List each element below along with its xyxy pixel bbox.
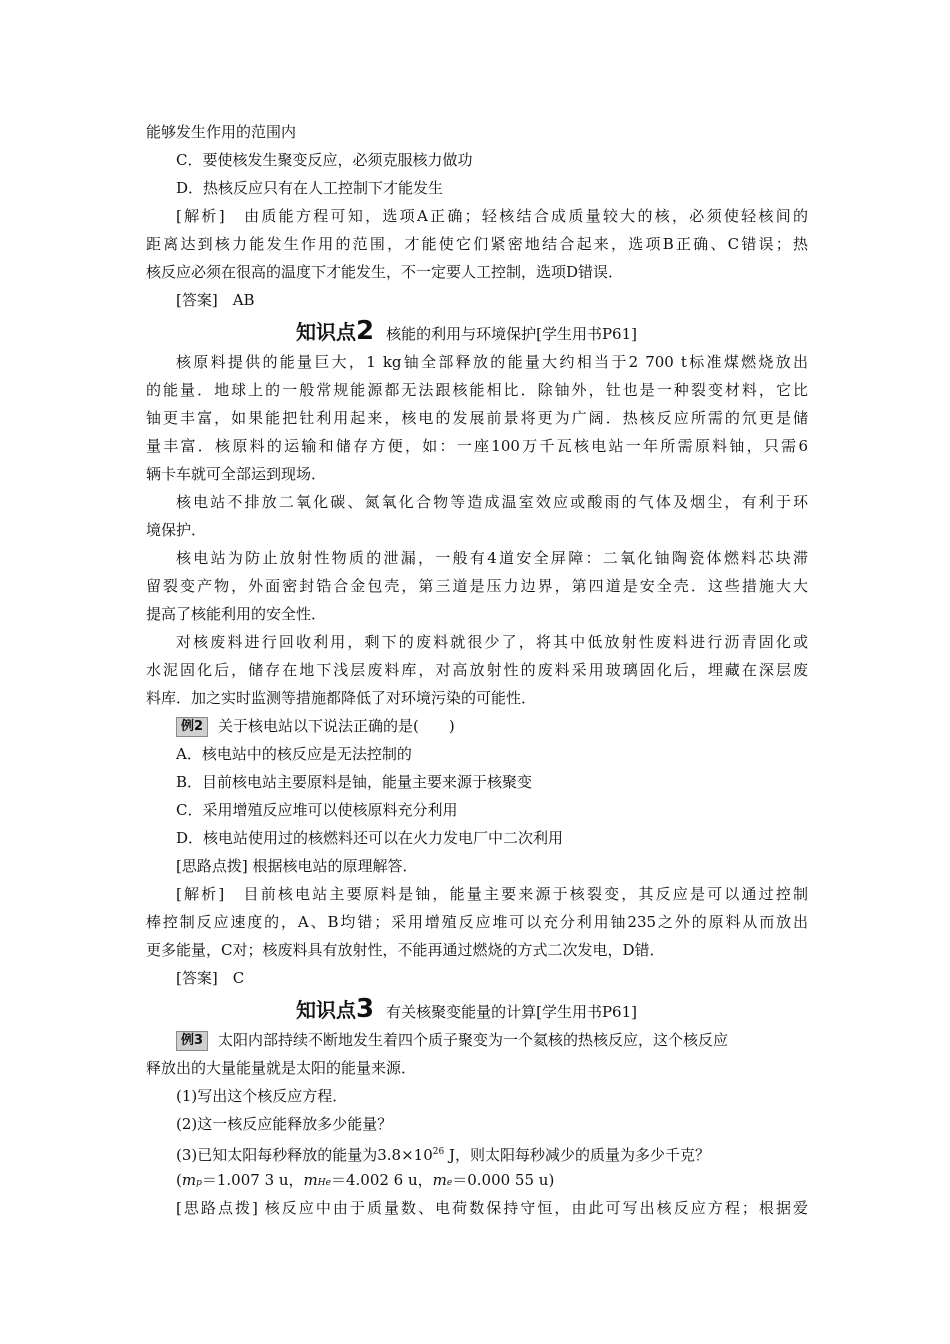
analysis-line: 棒控制反应速度的，A、B均错；采用增殖反应堆可以充分利用铀235之外的原料从而放出: [146, 913, 808, 931]
section-heading-2: [146, 314, 808, 348]
paragraph-line: 对核废料进行回收利用，剩下的废料就很少了，将其中低放射性废料进行沥青固化或: [176, 633, 808, 651]
paragraph-line: 核电站不排放二氧化碳、氮氧化合物等造成温室效应或酸雨的气体及烟尘，有利于环: [176, 493, 808, 511]
given-masses: [146, 1166, 808, 1194]
page-content: [146, 118, 808, 1222]
paragraph-line: 提高了核能利用的安全性．: [146, 605, 327, 623]
hint-line: [思路点拨] 核反应中由于质量数、电荷数保持守恒，由此可写出核反应方程；根据爱: [176, 1199, 808, 1217]
proton-subscript: p: [196, 1178, 202, 1188]
analysis-line: 更多能量，C对；核废料具有放射性，不能再通过燃烧的方式二次发电，D错．: [146, 941, 665, 959]
example-question-text: 太阳内部持续不断地发生着四个质子聚变为一个氦核的热核反应，这个核反应: [218, 1031, 729, 1049]
paragraph-line: 核原料提供的能量巨大，1 kg铀全部释放的能量大约相当于2 700 t标准煤燃烧放出: [176, 353, 808, 371]
option-d: D．热核反应只有在人工控制下才能发生: [176, 179, 444, 197]
paragraph-line: 量丰富．核原料的运输和储存方便，如：一座100万千瓦核电站一年所需原料铀，只需6: [146, 437, 808, 455]
paragraph-line: 铀更丰富，如果能把钍利用起来，核电的发展前景将更为广阔．热核反应所需的氘更是储: [146, 409, 808, 427]
option-b-continuation: 能够发生作用的范围内: [146, 123, 297, 141]
heading-title: 有关核聚变能量的计算[学生用书P61]: [386, 1003, 637, 1021]
mass-symbol: m: [303, 1171, 318, 1189]
sub-question-3: [146, 1138, 808, 1166]
paragraph-line: 辆卡车就可全部运到现场．: [146, 465, 327, 483]
option-c: C．采用增殖反应堆可以使核原料充分利用: [176, 801, 458, 819]
option-c: C．要使核发生聚变反应，必须克服核力做功: [176, 151, 473, 169]
analysis-line: 距离达到核力能发生作用的范围，才能使它们紧密地结合起来，选项B正确、C错误；热: [146, 235, 808, 253]
example-badge: 例3: [176, 1031, 208, 1051]
electron-subscript: e: [446, 1178, 453, 1188]
example-3-question: [146, 1026, 808, 1054]
paragraph-line: 留裂变产物，外面密封锆合金包壳，第三道是压力边界，第四道是安全壳．这些措施大大: [146, 577, 808, 595]
electron-mass: ＝0.000 55 u): [452, 1171, 555, 1189]
hint-line: [思路点拨] 根据核电站的原理解答．: [176, 857, 418, 875]
analysis-line: 核反应必须在很高的温度下才能发生，不一定要人工控制，选项D错误．: [146, 263, 624, 281]
answer-line: [答案] C: [176, 969, 245, 987]
example-question-text: 关于核电站以下说法正确的是( ): [218, 717, 455, 735]
section-heading-3: [146, 992, 808, 1026]
helium-subscript: He: [317, 1178, 331, 1188]
heading-title: 核能的利用与环境保护[学生用书P61]: [386, 325, 637, 343]
sub-question-3-text: (3)已知太阳每秒释放的能量为3.8×10: [176, 1146, 433, 1164]
question-line: 释放出的大量能量就是太阳的能量来源．: [146, 1059, 417, 1077]
paragraph-line: 水泥固化后，储存在地下浅层废料库，对高放射性的废料采用玻璃固化后，埋藏在深层废: [146, 661, 808, 679]
heading-number: 3: [356, 994, 375, 1024]
paragraph-line: 境保护．: [146, 521, 207, 539]
option-a: A．核电站中的核反应是无法控制的: [176, 745, 412, 763]
mass-symbol: m: [432, 1171, 447, 1189]
heading-number: 2: [356, 316, 375, 346]
heading-label: 知识点: [296, 998, 356, 1022]
analysis-line: [解析] 目前核电站主要原料是铀，能量主要来源于核裂变，其反应是可以通过控制: [176, 885, 808, 903]
sub-question-1: (1)写出这个核反应方程．: [176, 1087, 348, 1105]
exponent: 26: [432, 1147, 445, 1157]
option-d: D．核电站使用过的核燃料还可以在火力发电厂中二次利用: [176, 829, 564, 847]
paragraph-line: 核电站为防止放射性物质的泄漏，一般有4道安全屏障：二氧化铀陶瓷体燃料芯块滞: [176, 549, 808, 567]
option-b: B．目前核电站主要原料是铀，能量主要来源于核聚变: [176, 773, 533, 791]
mass-symbol: m: [181, 1171, 197, 1189]
sub-question-2: (2)这一核反应能释放多少能量？: [176, 1115, 393, 1133]
example-2-question: [146, 712, 808, 740]
sub-question-3-unit: J，则太阳每秒减少的质量为多少千克？: [444, 1146, 711, 1164]
answer-line: [答案] AB: [176, 291, 255, 309]
paragraph-line: 的能量．地球上的一般常规能源都无法跟核能相比．除铀外，钍也是一种裂变材料，它比: [146, 381, 808, 399]
paragraph-line: 料库．加之实时监测等措施都降低了对环境污染的可能性．: [146, 689, 537, 707]
example-badge: 例2: [176, 717, 208, 737]
paren-open: (: [176, 1171, 182, 1189]
proton-mass: ＝1.007 3 u，: [201, 1171, 304, 1189]
heading-label: 知识点: [296, 320, 356, 344]
helium-mass: ＝4.002 6 u，: [330, 1171, 433, 1189]
analysis-line: [解析] 由质能方程可知，选项A正确；轻核结合成质量较大的核，必须使轻核间的: [176, 207, 808, 225]
